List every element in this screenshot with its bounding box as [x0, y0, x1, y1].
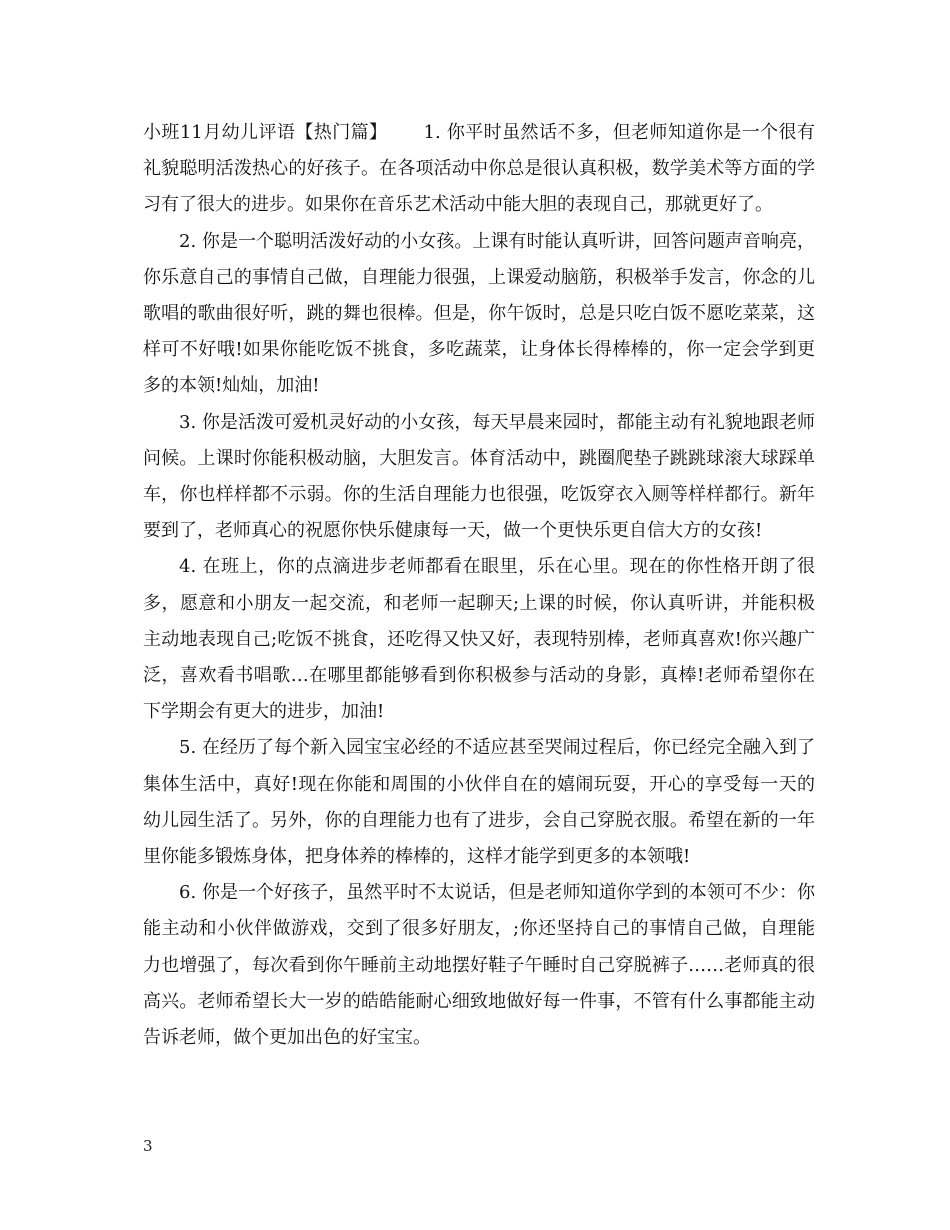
paragraph-3: 3. 你是活泼可爱机灵好动的小女孩，每天早晨来园时，都能主动有礼貌地跟老师问候。上课时你能积极动脑，大胆发言。体育活动中，跳圈爬垫子跳跳球滚大球踩单车，你也样样都不示弱。你的生活自理能力也很强，吃饭穿衣入厕等样样都行。新年要到了，老师真心的祝愿你快乐健康每一天，做一个更快乐更自信大方的女孩!: [143, 411, 815, 542]
paragraph-2: 2. 你是一个聪明活泼好动的小女孩。上课有时能认真听讲，回答问题声音响亮，你乐意自己的事情自己做，自理能力很强，上课爱动脑筋，积极举手发言，你念的儿歌唱的歌曲很好听，跳的舞也很棒。但是，你午饭时，总是只吃白饭不愿吃菜菜，这样可不好哦!如果你能吃饭不挑食，多吃蔬菜，让身体长得棒棒的，你一定会学到更多的本领!灿灿，加油!: [143, 230, 815, 397]
paragraph-5: 5. 在经历了每个新入园宝宝必经的不适应甚至哭闹过程后，你已经完全融入到了集体生活中，真好!现在你能和周围的小伙伴自在的嬉闹玩耍，开心的享受每一天的幼儿园生活了。另外，你的自理能力也有了进步，会自己穿脱衣服。希望在新的一年里你能多锻炼身体，把身体养的棒棒的，这样才能学到更多的本领哦!: [143, 737, 815, 868]
page-number: 3: [143, 1137, 153, 1155]
document-body: [143, 115, 815, 1056]
document-heading: 小班11月幼儿评语【热门篇】: [143, 122, 388, 143]
paragraph-1-text: 1. 你平时虽然话不多，但老师知道你是一个很有礼貌聪明活泼热心的好孩子。在各项活动中你总是很认真积极，数学美术等方面的学习有了很大的进步。如果你在音乐艺术活动中能大胆的表现自己，那就更好了。: [143, 122, 815, 216]
paragraph-6: 6. 你是一个好孩子，虽然平时不太说话，但是老师知道你学到的本领可不少：你能主动和小伙伴做游戏，交到了很多好朋友，;你还坚持自己的事情自己做，自理能力也增强了，每次看到你午睡前主动地摆好鞋子午睡时自己穿脱裤子……老师真的很高兴。老师希望长大一岁的皓皓能耐心细致地做好每一件事，不管有什么事都能主动告诉老师，做个更加出色的好宝宝。: [143, 882, 815, 1049]
paragraph-4: 4. 在班上，你的点滴进步老师都看在眼里，乐在心里。现在的你性格开朗了很多，愿意和小朋友一起交流，和老师一起聊天;上课的时候，你认真听讲，并能积极主动地表现自己;吃饭不挑食，还吃得又快又好，表现特别棒，老师真喜欢!你兴趣广泛，喜欢看书唱歌…在哪里都能够看到你积极参与活动的身影，真棒!老师希望你在下学期会有更大的进步，加油!: [143, 556, 815, 723]
paragraph-1: [143, 115, 815, 224]
